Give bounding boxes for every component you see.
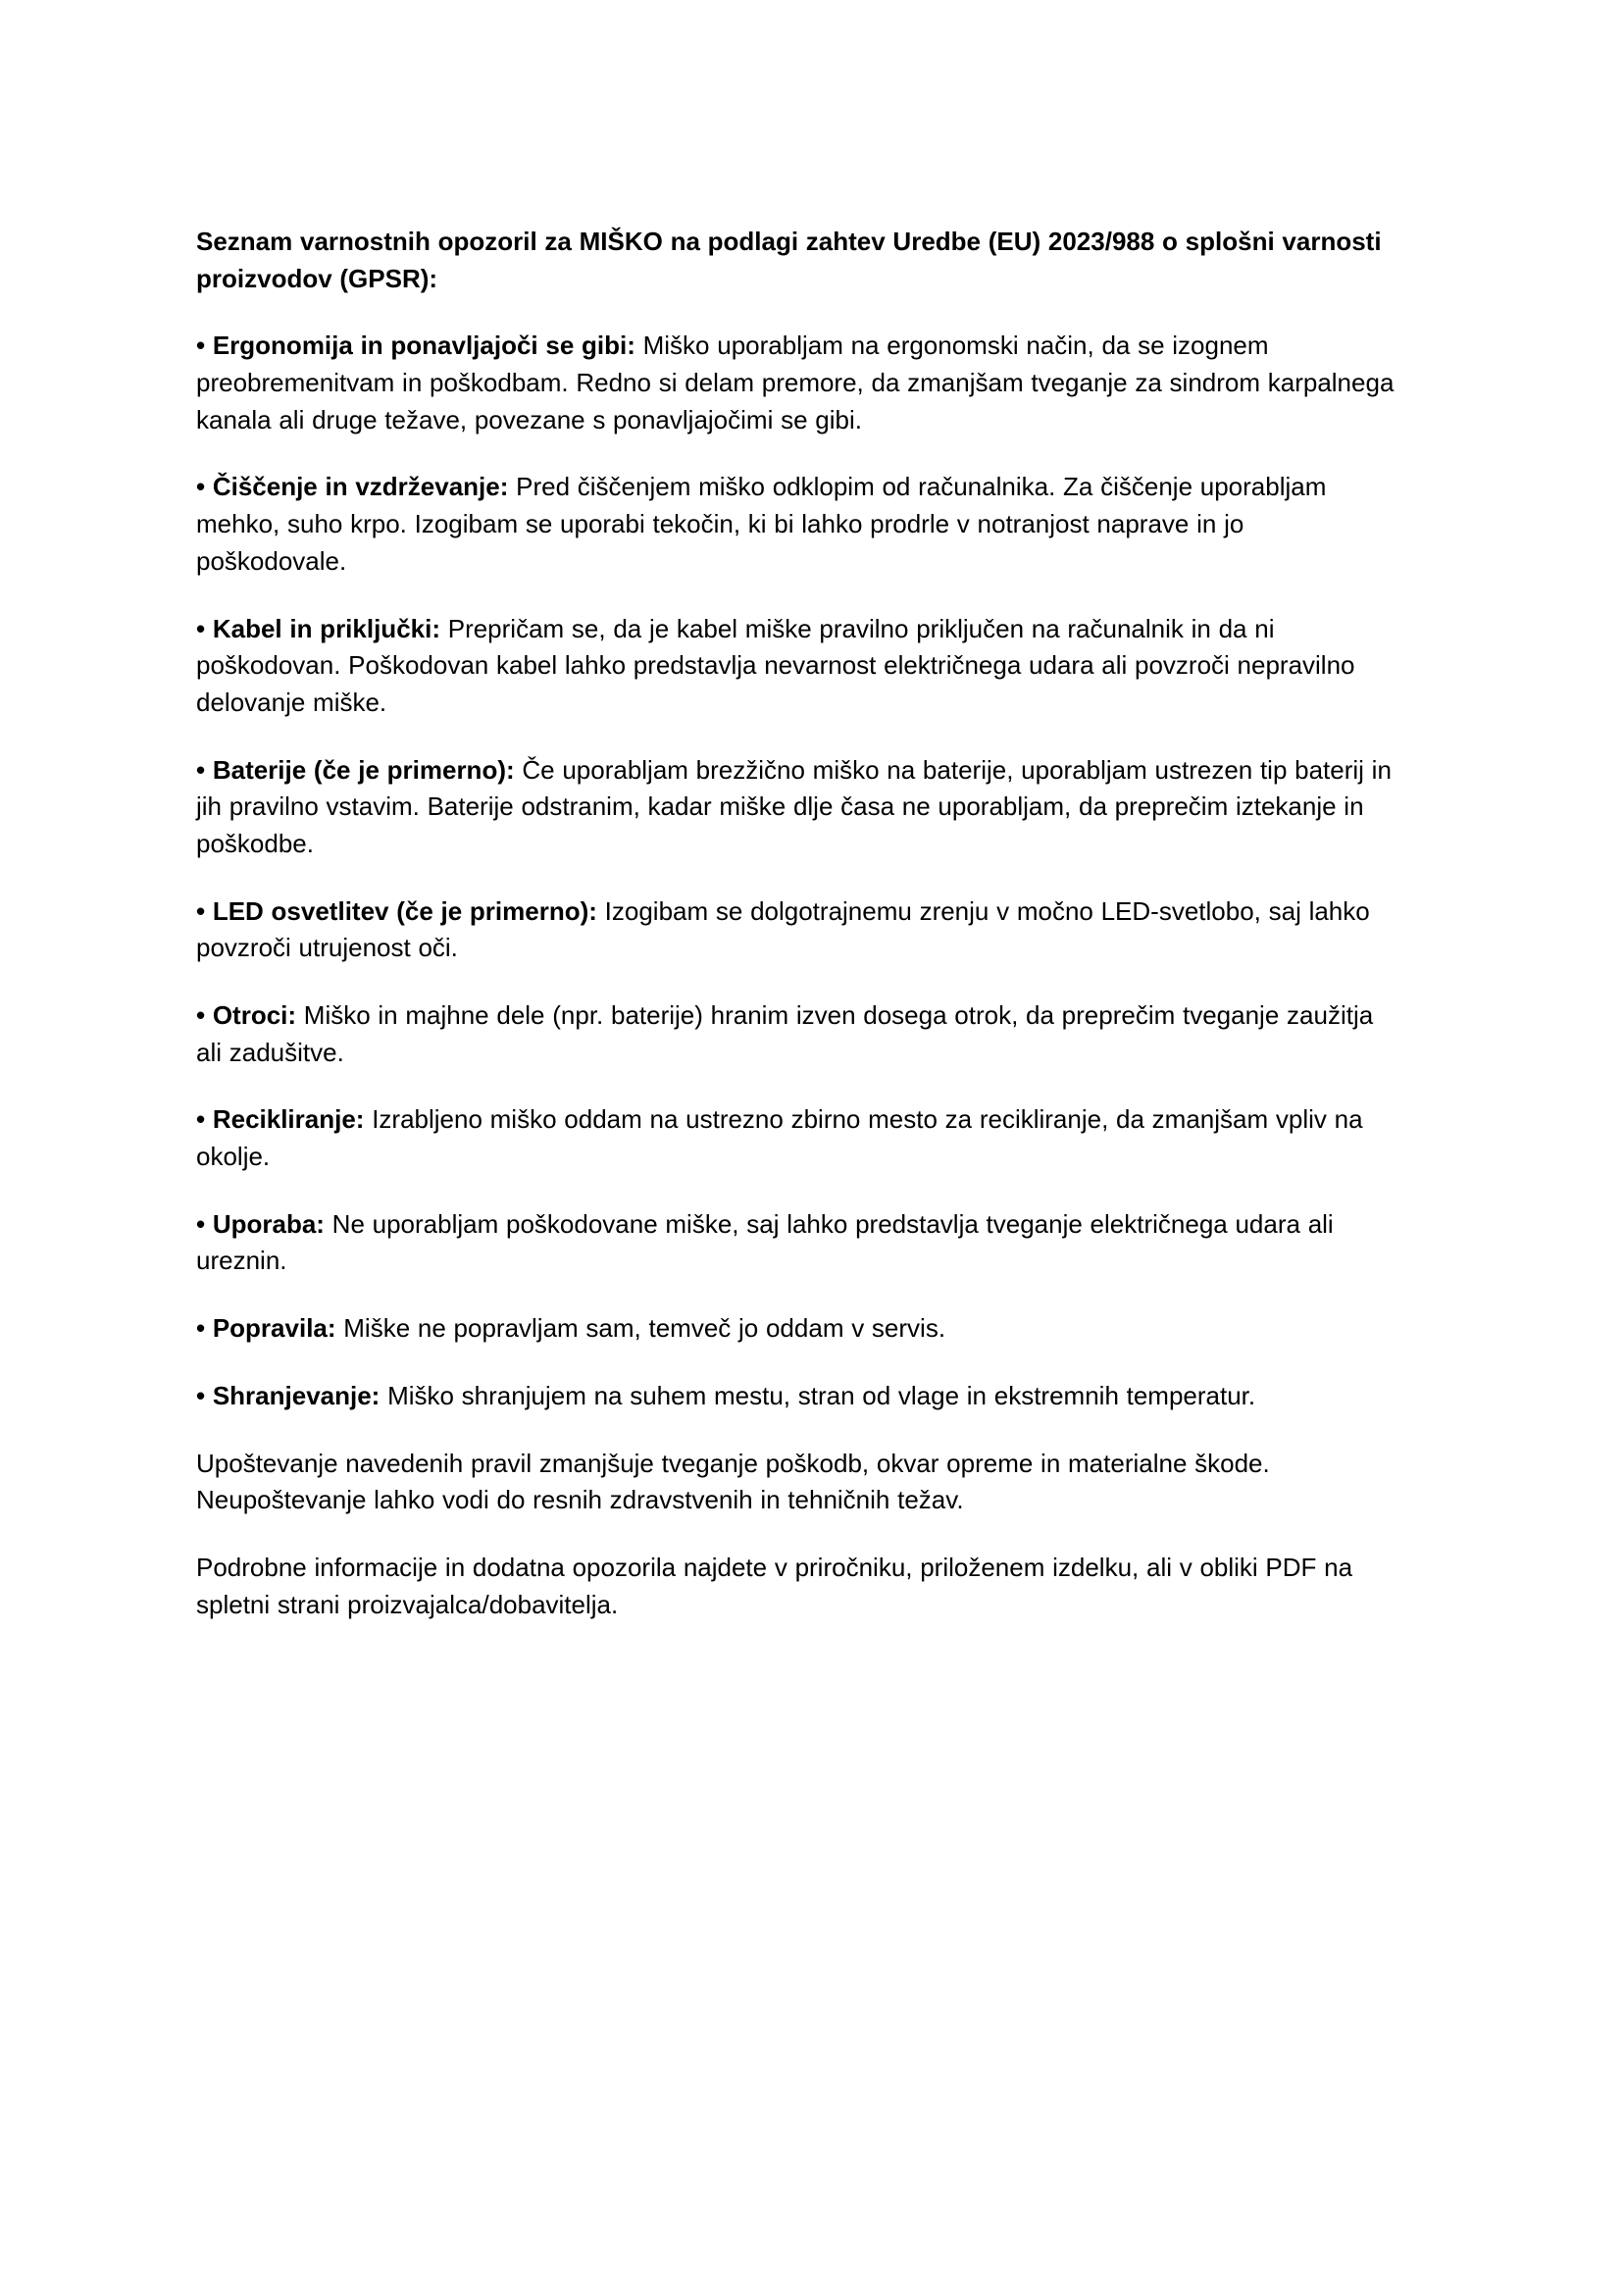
- bullet-text: Miško shranjujem na suhem mestu, stran od vlage in ekstremnih temperatur.: [380, 1380, 1256, 1410]
- bullet-label: • Popravila:: [196, 1313, 336, 1344]
- bullet-text: Ne uporabljam poškodovane miške, saj lahko predstavlja tveganje električnega udara ali ureznin.: [196, 1208, 1334, 1276]
- bullet-text: Izrabljeno miško oddam na ustrezno zbirno mesto za recikliranje, da zmanjšam vpliv na okolje.: [196, 1104, 1363, 1172]
- bullet-text: Pred čiščenjem miško odklopim od računalnika. Za čiščenje uporabljam mehko, suho krpo. Izogibam se uporabi tekočin, ki bi lahko prodrle v notranjost naprave in jo poškodovale.: [196, 472, 1327, 576]
- bullet-item: [196, 752, 1396, 863]
- bullet-label: • Otroci:: [196, 1000, 297, 1030]
- bullet-item: [196, 328, 1396, 438]
- bullet-label: • Uporaba:: [196, 1208, 325, 1239]
- bullet-list: [196, 328, 1396, 1414]
- bullet-text: Miške ne popravljam sam, temveč jo oddam v servis.: [335, 1313, 946, 1344]
- bullet-item: [196, 997, 1396, 1071]
- bullet-item: [196, 893, 1396, 967]
- bullet-text: Miško in majhne dele (npr. baterije) hranim izven dosega otrok, da preprečim tveganje zaužitja ali zadušitve.: [196, 1000, 1374, 1067]
- bullet-text: Miško uporabljam na ergonomski način, da se izognem preobremenitvam in poškodbam. Redno si delam premore, da zmanjšam tveganje za sindrom karpalnega kanala ali druge težave, povezane s ponavljajočimi se gibi.: [196, 331, 1395, 434]
- closing-paragraph: Podrobne informacije in dodatna opozorila najdete v priročniku, priloženem izdelku, ali v obliki PDF na spletni strani proizvajalca/dobavitelja.: [196, 1552, 1353, 1619]
- bullet-text: Izogibam se dolgotrajnemu zrenju v močno LED-svetlobo, saj lahko povzroči utrujenost oči.: [196, 895, 1370, 963]
- bullet-item: [196, 611, 1396, 722]
- bullet-label: • Baterije (če je primerno):: [196, 754, 515, 785]
- closing-paragraph: Upoštevanje navedenih pravil zmanjšuje tveganje poškodb, okvar opreme in materialne škode. Neupoštevanje lahko vodi do resnih zdravstvenih in tehničnih težav.: [196, 1448, 1270, 1515]
- closing-paragraphs: [196, 1446, 1396, 1624]
- bullet-item: [196, 1206, 1396, 1280]
- bullet-item: [196, 1378, 1396, 1415]
- bullet-label: • Čiščenje in vzdrževanje:: [196, 472, 509, 502]
- bullet-text: Če uporabljam brezžično miško na baterije, uporabljam ustrezen tip baterij in jih pravilno vstavim. Baterije odstranim, kadar miške dlje časa ne uporabljam, da preprečim iztekanje in poškodbe.: [196, 754, 1392, 858]
- bullet-item: [196, 1310, 1396, 1348]
- bullet-item: [196, 1101, 1396, 1175]
- document-title: Seznam varnostnih opozoril za MIŠKO na podlagi zahtev Uredbe (EU) 2023/988 o splošni varnosti proizvodov (GPSR):: [196, 227, 1382, 293]
- bullet-item: [196, 469, 1396, 580]
- bullet-label: • Recikliranje:: [196, 1104, 365, 1135]
- bullet-label: • Kabel in priključki:: [196, 613, 440, 643]
- bullet-text: Prepričam se, da je kabel miške pravilno priključen na računalnik in da ni poškodovan. Poškodovan kabel lahko predstavlja nevarnost električnega udara ali povzroči nepravilno delovanje miške.: [196, 613, 1355, 717]
- bullet-label: • Shranjevanje:: [196, 1380, 381, 1410]
- bullet-label: • Ergonomija in ponavljajoči se gibi:: [196, 331, 635, 361]
- bullet-label: • LED osvetlitev (če je primerno):: [196, 895, 597, 926]
